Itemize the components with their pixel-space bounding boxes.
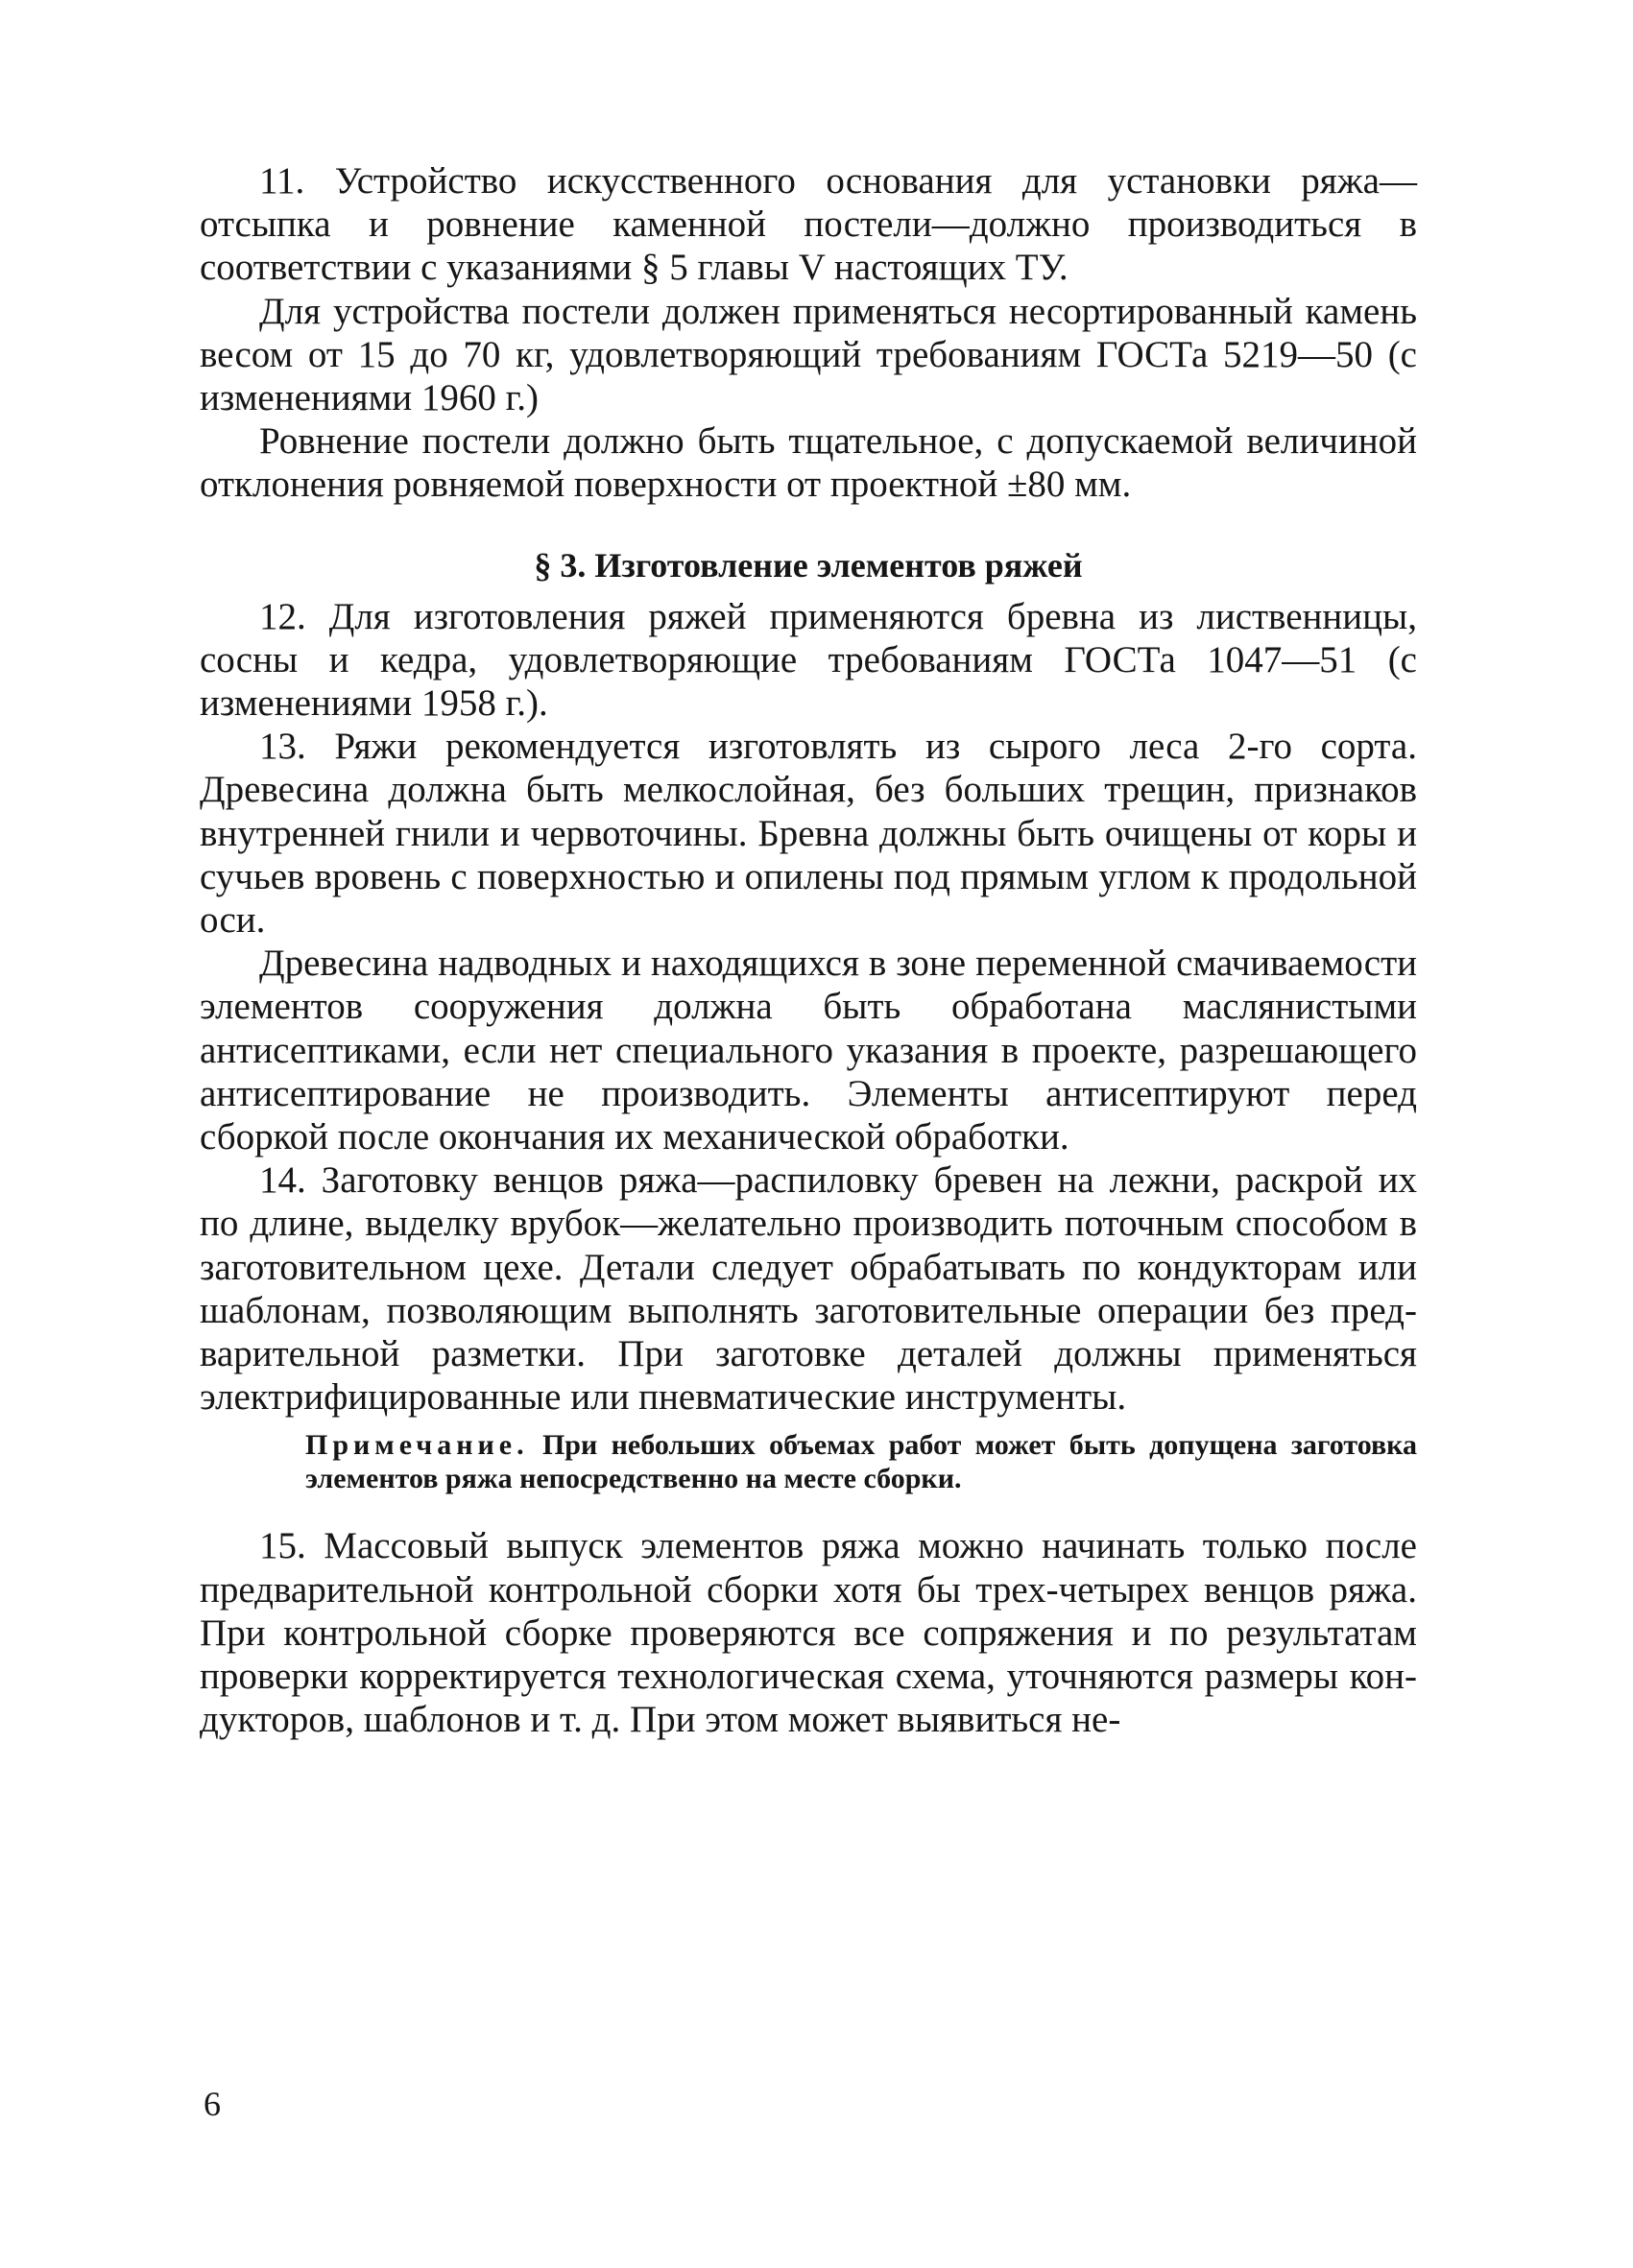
paragraph-14: 14. Заготовку венцов ряжа—распиловку бревен на лежни, раскрой их по длине, выделку врубок—желательно производить поточным способом в заготовительном цехе. Детали следует обрабатывать по кондукторам или шаблонам, позволяющим выполнять заготовительные операции без предварительной разметки. При заготовке деталей должны применяться электрифицированные или пневматические инструменты. bbox=[200, 1159, 1417, 1419]
paragraph-bed-stone: Для устройства постели должен применяться несортированный камень весом от 15 до 70 кг, удовлетворяющий требованиям ГОСТа 5219—50 (с изменениями 1960 г.) bbox=[200, 290, 1417, 419]
note-text: При небольших объемах работ может быть допущена заготовка элементов ряжа непосредственно на месте сборки. bbox=[305, 1429, 1417, 1495]
page-number: 6 bbox=[204, 2085, 221, 2123]
paragraph-bed-leveling: Ровнение постели должно быть тщательное, с допускаемой величиной отклонения ровняемой поверхности от проектной ±80 мм. bbox=[200, 420, 1417, 506]
paragraph-15: 15. Массовый выпуск элементов ряжа можно начинать только после предварительной контрольной сборки хотя бы трех-четырех венцов ряжа. При контрольной сборке проверяются все сопряжения и по результатам проверки корректируется технологическая схема, уточняются размеры кондукторов, шаблонов и т. д. При этом может выявиться не- bbox=[200, 1525, 1417, 1741]
paragraph-13: 13. Ряжи рекомендуется изготовлять из сырого леса 2-го сорта. Древесина должна быть мелкослойная, без больших трещин, признаков внутренней гнили и червоточины. Бревна должны быть очищены от коры и сучьев вровень с поверхностью и опилены под прямым углом к продольной оси. bbox=[200, 726, 1417, 942]
note bbox=[305, 1428, 1417, 1495]
note-label: Примечание. bbox=[305, 1429, 529, 1462]
paragraph-11: 11. Устройство искусственного основания для установки ряжа—отсыпка и ровнение каменной постели—должно производиться в соответствии с указаниями § 5 главы V настоящих ТУ. bbox=[200, 160, 1417, 289]
page-text-block bbox=[200, 159, 1417, 1742]
paragraph-antiseptic: Древесина надводных и находящихся в зоне переменной смачиваемости элементов сооружения должна быть обработана маслянистыми антисептиками, если нет специального указания в проекте, разрешающего антисептирование не производить. Элементы антисептируют перед сборкой после окончания их механической обработки. bbox=[200, 943, 1417, 1158]
paragraph-12: 12. Для изготовления ряжей применяются бревна из лиственницы, сосны и кедра, удовлетворяющие требованиям ГОСТа 1047—51 (с изменениями 1958 г.). bbox=[200, 595, 1417, 725]
section-heading: § 3. Изготовление элементов ряжей bbox=[534, 545, 1083, 585]
